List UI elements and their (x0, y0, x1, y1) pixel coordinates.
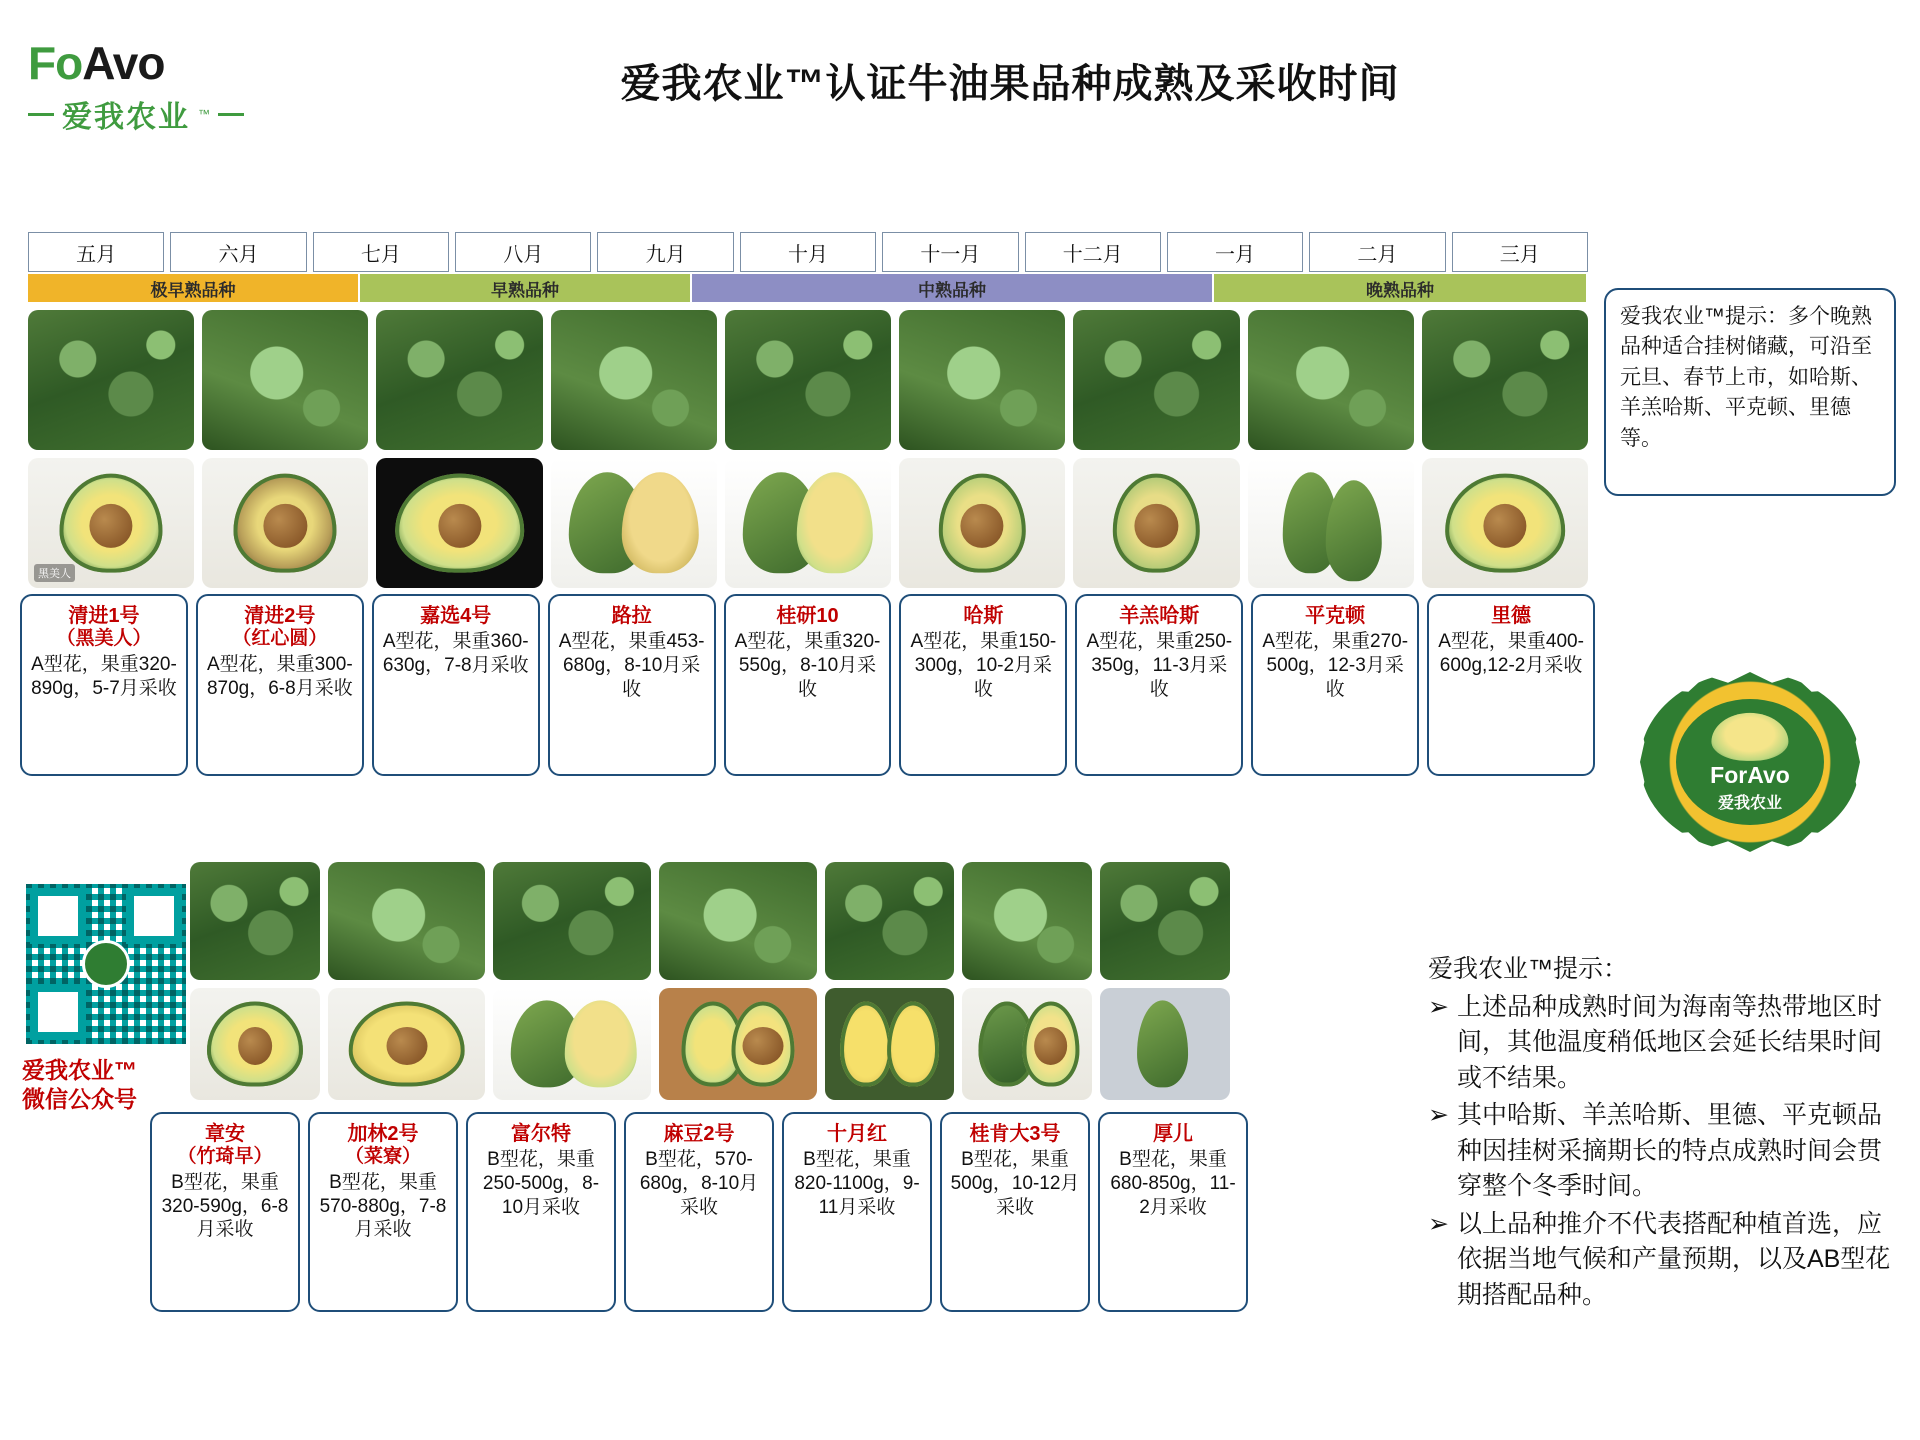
month-cell: 八月 (455, 232, 591, 272)
variety-alias: （菜寮） (344, 1146, 421, 1167)
month-cell: 六月 (170, 232, 306, 272)
tip-box-bottom (1428, 952, 1898, 1313)
month-cell: 一月 (1167, 232, 1303, 272)
month-cell: 三月 (1452, 232, 1588, 272)
seal-inner (1671, 694, 1829, 831)
qr-center-logo (82, 940, 130, 988)
variety-name: 路拉 (611, 605, 652, 627)
tree-photo-guikenda3 (962, 862, 1092, 980)
fruit-photo-zhangan (190, 988, 320, 1100)
variety-name: 清进2号 (244, 605, 316, 627)
variety-card-reed[interactable] (1427, 594, 1595, 776)
fruit-photo-pinkerton (1248, 458, 1414, 588)
logo-rule-left (28, 113, 54, 116)
month-cell: 五月 (28, 232, 164, 272)
variety-name: 十月红 (827, 1123, 887, 1145)
row-a-variety-cards (20, 594, 1595, 776)
variety-desc: A型花，果重400-600g,12-2月采收 (1438, 631, 1584, 676)
logo-rule-right (218, 113, 244, 116)
tips-item (1428, 1098, 1898, 1205)
season-band-row (28, 274, 1588, 302)
fruit-photo-guiyan10 (725, 458, 891, 588)
variety-name: 富尔特 (511, 1123, 571, 1145)
fruit-photo-reed (1422, 458, 1588, 588)
tree-photo-houer (1100, 862, 1230, 980)
tip-box-top: 爱我农业™提示：多个晚熟品种适合挂树储藏，可沿至元旦、春节上市，如哈斯、羊羔哈斯、平克顿、里德等。 (1604, 288, 1896, 496)
arrow-icon: ➢ (1428, 992, 1449, 1021)
variety-desc: B型花，果重500g，10-12月采收 (950, 1149, 1080, 1218)
wechat-qr-block (22, 880, 192, 1114)
fruit-photo-hass (899, 458, 1065, 588)
variety-desc: A型花，果重250-350g，11-3月采收 (1086, 631, 1233, 700)
seal-word-en: ForAvo (1710, 762, 1790, 789)
brand-logo-tm: ™ (198, 107, 210, 121)
month-cell: 二月 (1309, 232, 1445, 272)
variety-card-yanggaohass[interactable] (1075, 594, 1243, 776)
month-cell: 七月 (313, 232, 449, 272)
tree-photo-jiaxuan4 (376, 310, 542, 450)
variety-name: 厚儿 (1153, 1123, 1193, 1145)
fruit-photo-lula (551, 458, 717, 588)
tree-photo-lula (551, 310, 717, 450)
fruit-photo-qingjin2 (202, 458, 368, 588)
tree-photo-fuerte (493, 862, 651, 980)
tree-photo-pinkerton (1248, 310, 1414, 450)
seal-word-cn: 爱我农业 (1717, 795, 1782, 813)
variety-alias: （红心圆） (232, 628, 328, 649)
month-cell: 十二月 (1025, 232, 1161, 272)
variety-desc: A型花，果重320-890g，5-7月采收 (31, 653, 177, 699)
variety-card-qingjin1[interactable] (20, 594, 188, 776)
variety-desc: A型花，果重300-870g，6-8月采收 (206, 653, 353, 699)
variety-card-zhangan[interactable] (150, 1112, 300, 1312)
month-cell: 十一月 (882, 232, 1018, 272)
variety-name: 平克顿 (1305, 605, 1366, 627)
variety-desc: A型花，果重360-630g，7-8月采收 (382, 631, 529, 676)
row-b-variety-cards (150, 1112, 1260, 1312)
month-header (28, 232, 1588, 272)
qr-caption-line1: 爱我农业™ (22, 1057, 137, 1083)
fruit-photo-houer (1100, 988, 1230, 1100)
variety-desc: B型花，果重820-1100g，9-11月采收 (794, 1149, 920, 1218)
season-band-extra-early: 极早熟品种 (28, 274, 358, 302)
brand-logo-o: o (55, 37, 83, 89)
variety-card-jiaxuan4[interactable] (372, 594, 540, 776)
tree-photo-qingjin1 (28, 310, 194, 450)
variety-desc: B型花，果重250-500g，8-10月采收 (482, 1149, 600, 1218)
tips-item-text: 上述品种成熟时间为海南等热带地区时间，其他温度稍低地区会延长结果时间或不结果。 (1456, 992, 1882, 1092)
tree-photo-shiyuehong (825, 862, 955, 980)
tips-heading: 爱我农业™提示： (1428, 955, 1629, 983)
fruit-photo-guikenda3 (962, 988, 1092, 1100)
tree-photo-qingjin2 (202, 310, 368, 450)
tips-item (1428, 990, 1898, 1097)
brand-logo-f: F (28, 37, 56, 89)
fruit-photo-qingjin1 (28, 458, 194, 588)
variety-card-fuerte[interactable] (466, 1112, 616, 1312)
variety-card-lula[interactable] (548, 594, 716, 776)
tree-photo-madou2 (659, 862, 817, 980)
variety-card-madou2[interactable] (624, 1112, 774, 1312)
tips-item-text: 以上品种推介不代表搭配种植首选，应依据当地气候和产量预期，以及AB型花期搭配品种。 (1456, 1209, 1891, 1309)
page-title: 爱我农业™认证牛油果品种成熟及采收时间 (620, 62, 1400, 106)
qr-code-icon[interactable] (22, 880, 190, 1048)
tree-photo-jialin2 (328, 862, 486, 980)
arrow-icon: ➢ (1428, 1209, 1449, 1238)
tips-item (1428, 1207, 1898, 1314)
variety-alias: （竹琦早） (177, 1146, 273, 1167)
row-b-fruit-photos (190, 988, 1230, 1100)
brand-logo-rest: Avo (82, 37, 165, 89)
variety-name: 桂肯大3号 (969, 1123, 1061, 1145)
fruit-photo-jiaxuan4 (376, 458, 542, 588)
season-band-early: 早熟品种 (360, 274, 690, 302)
season-band-mid: 中熟品种 (692, 274, 1212, 302)
variety-card-pinkerton[interactable] (1251, 594, 1419, 776)
variety-name: 清进1号 (68, 605, 140, 627)
variety-desc: B型花，果重320-590g，6-8月采收 (161, 1171, 289, 1241)
variety-card-guiyan10[interactable] (724, 594, 892, 776)
season-band-late: 晚熟品种 (1214, 274, 1586, 302)
variety-name: 麻豆2号 (663, 1123, 735, 1145)
variety-card-houer[interactable] (1098, 1112, 1248, 1312)
arrow-icon: ➢ (1428, 1101, 1449, 1129)
variety-desc: A型花，果重270-500g，12-3月采收 (1262, 631, 1409, 700)
variety-alias: （黑美人） (56, 628, 152, 649)
month-cell: 十月 (740, 232, 876, 272)
tree-photo-zhangan (190, 862, 320, 980)
fruit-photo-shiyuehong (825, 988, 955, 1100)
row-a-fruit-photos (28, 458, 1588, 588)
variety-card-guikenda3[interactable] (940, 1112, 1090, 1312)
brand-logo-cn: 爱我农业 (62, 101, 190, 134)
month-cell: 九月 (597, 232, 733, 272)
tree-photo-yanggaohass (1073, 310, 1239, 450)
fruit-photo-caption: 黑美人 (34, 564, 75, 582)
row-a-tree-photos (28, 310, 1588, 450)
variety-card-hass[interactable] (899, 594, 1067, 776)
tree-photo-guiyan10 (725, 310, 891, 450)
variety-name: 章安 (205, 1123, 245, 1145)
brand-logo-cn-row (28, 92, 288, 136)
variety-name: 桂研10 (776, 605, 839, 627)
variety-name: 羊羔哈斯 (1119, 605, 1200, 627)
variety-desc: B型花，570-680g，8-10月采收 (639, 1149, 759, 1218)
avocado-icon (1711, 713, 1788, 761)
brand-logo (28, 37, 288, 140)
variety-card-jialin2[interactable] (308, 1112, 458, 1312)
brand-seal (1640, 672, 1860, 852)
tips-item-text: 其中哈斯、羊羔哈斯、里德、平克顿品种因挂树采摘期长的特点成熟时间会贯穿整个冬季时间。 (1456, 1101, 1882, 1200)
variety-name: 嘉选4号 (420, 605, 492, 627)
variety-desc: A型花，果重453-680g，8-10月采收 (558, 631, 705, 700)
variety-name: 里德 (1491, 605, 1532, 627)
variety-card-shiyuehong[interactable] (782, 1112, 932, 1312)
fruit-photo-fuerte (493, 988, 651, 1100)
variety-card-qingjin2[interactable] (196, 594, 364, 776)
variety-desc: A型花，果重150-300g，10-2月采收 (910, 631, 1057, 700)
variety-name: 哈斯 (963, 605, 1004, 627)
fruit-photo-yanggaohass (1073, 458, 1239, 588)
fruit-photo-jialin2 (328, 988, 486, 1100)
fruit-photo-madou2 (659, 988, 817, 1100)
variety-desc: B型花，果重570-880g，7-8月采收 (319, 1171, 447, 1241)
tree-photo-hass (899, 310, 1065, 450)
row-b-tree-photos (190, 862, 1230, 980)
tree-photo-reed (1422, 310, 1588, 450)
qr-caption-line2: 微信公众号 (22, 1085, 137, 1112)
brand-logo-wordmark (28, 37, 288, 89)
variety-desc: B型花，果重680-850g，11-2月采收 (1110, 1149, 1236, 1218)
variety-name: 加林2号 (347, 1123, 419, 1145)
variety-desc: A型花，果重320-550g，8-10月采收 (734, 631, 881, 700)
